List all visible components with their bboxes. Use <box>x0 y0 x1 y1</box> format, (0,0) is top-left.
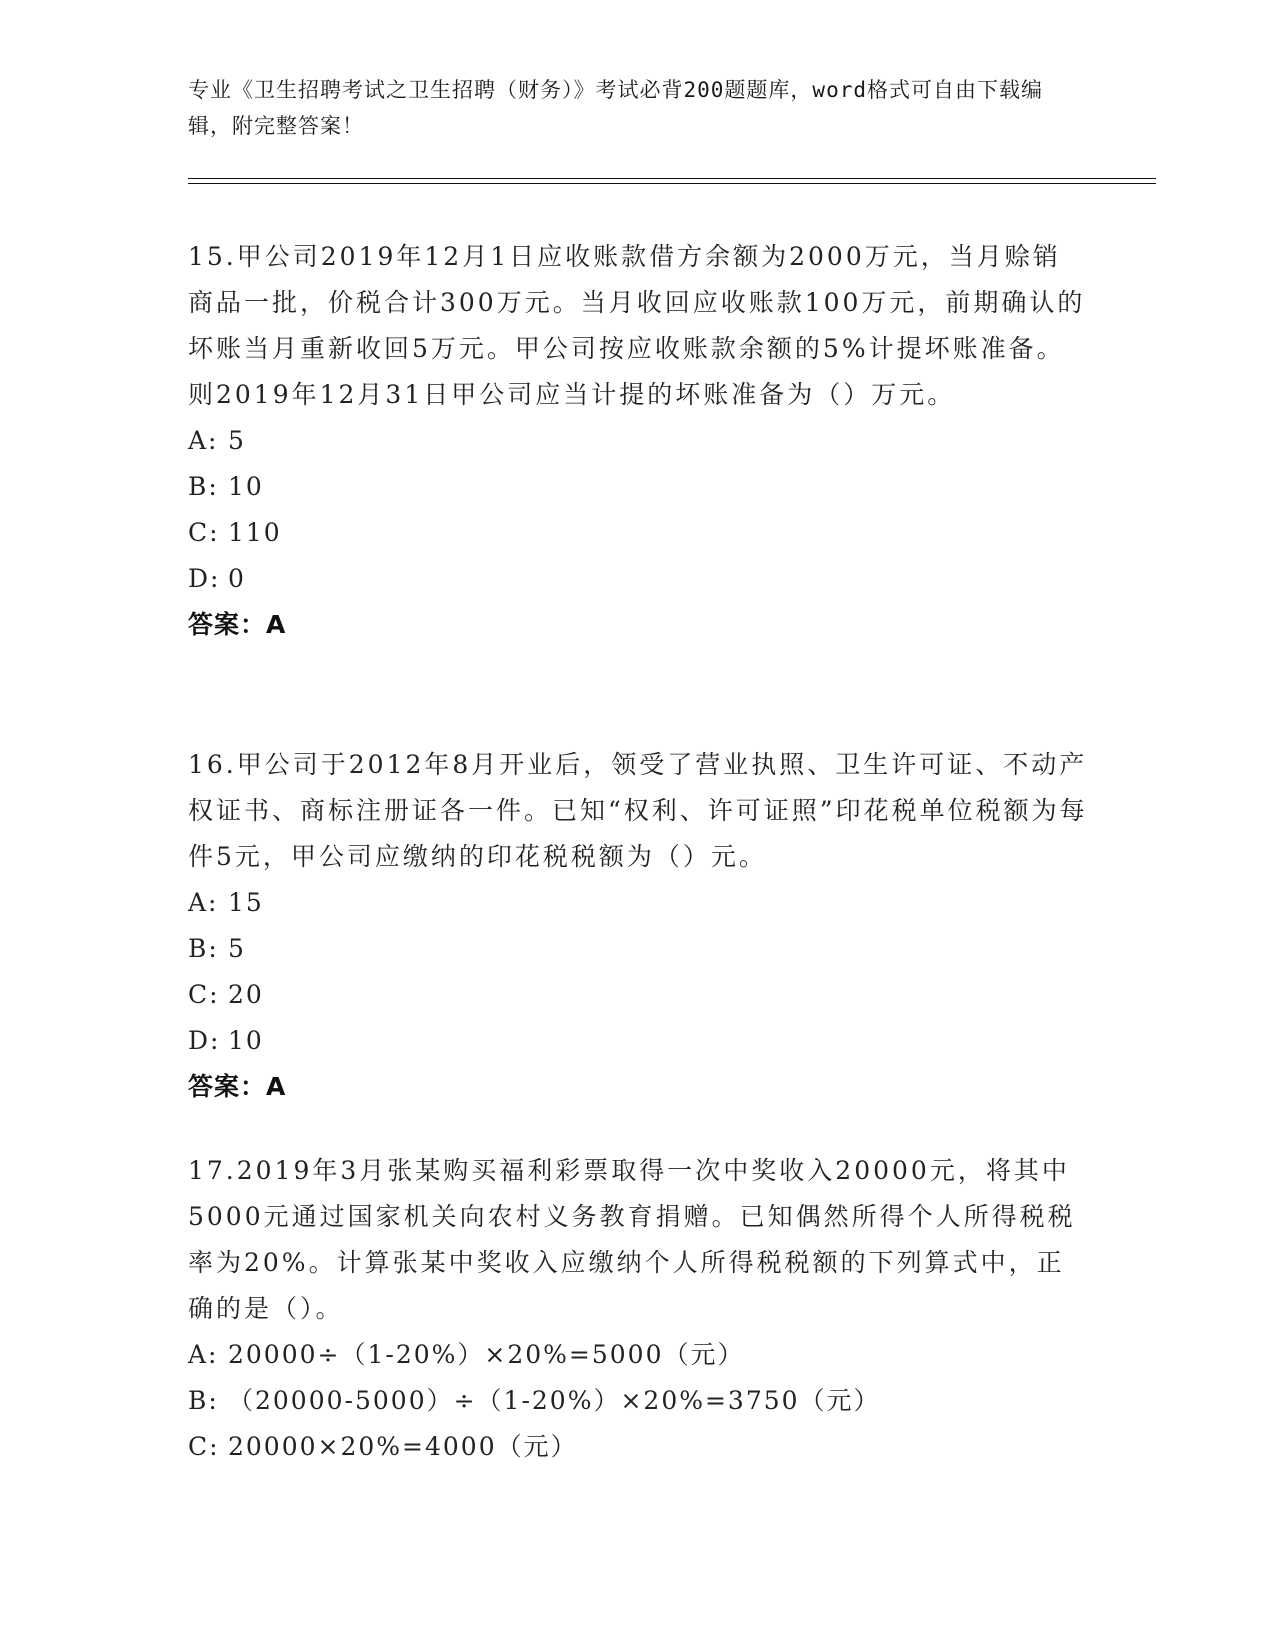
option-text: 15 <box>228 888 264 917</box>
header-text: 专业《卫生招聘考试之卫生招聘（财务）》考试必背200题题库，word格式可自由下载编辑，附完整答案！ <box>188 78 1043 138</box>
option-letter: A: <box>188 426 219 455</box>
option-a <box>188 880 1088 926</box>
option-letter: B: <box>188 1386 219 1415</box>
option-b <box>188 1378 1088 1424</box>
option-letter: C: <box>188 980 220 1009</box>
option-c <box>188 510 1088 556</box>
option-a <box>188 1332 1088 1378</box>
option-text: （20000-5000）÷（1-20%）×20%=3750（元） <box>228 1386 881 1415</box>
question-stem: 15.甲公司2019年12月1日应收账款借方余额为2000万元，当月赊销商品一批，价税合计300万元。当月收回应收账款100万元，前期确认的坏账当月重新收回5万元。甲公司按应收账款余额的5%计提坏账准备。则2019年12月31日甲公司应当计提的坏账准备为（）万元。 <box>188 242 1086 409</box>
option-letter: B: <box>188 934 219 963</box>
header-divider-top <box>188 178 1156 179</box>
option-text: 5 <box>228 934 246 963</box>
question-17 <box>188 1148 1088 1470</box>
option-letter: B: <box>188 472 219 501</box>
option-b <box>188 464 1088 510</box>
question-15 <box>188 234 1088 648</box>
option-letter: D: <box>188 1026 221 1055</box>
option-text: 10 <box>228 472 264 501</box>
option-text: 20000÷（1-20%）×20%=5000（元） <box>228 1340 745 1369</box>
document-header <box>188 72 1068 144</box>
option-d <box>188 1018 1088 1064</box>
option-b <box>188 926 1088 972</box>
answer-line: 答案：A <box>188 1072 287 1101</box>
option-letter: C: <box>188 518 220 547</box>
question-16 <box>188 742 1088 1110</box>
header-divider-bottom <box>188 183 1156 184</box>
option-letter: A: <box>188 888 219 917</box>
option-d <box>188 556 1088 602</box>
option-letter: A: <box>188 1340 219 1369</box>
question-stem: 17.2019年3月张某购买福利彩票取得一次中奖收入20000元，将其中5000元通过国家机关向农村义务教育捐赠。已知偶然所得个人所得税税率为20%。计算张某中奖收入应缴纳个人所得税税额的下列算式中，正确的是（）。 <box>188 1156 1076 1323</box>
option-a <box>188 418 1088 464</box>
option-letter: C: <box>188 1432 220 1461</box>
option-text: 110 <box>228 518 282 547</box>
option-letter: D: <box>188 564 221 593</box>
option-text: 10 <box>228 1026 264 1055</box>
option-text: 0 <box>228 564 246 593</box>
question-stem: 16.甲公司于2012年8月开业后，领受了营业执照、卫生许可证、不动产权证书、商标注册证各一件。已知“权利、许可证照”印花税单位税额为每件5元，甲公司应缴纳的印花税税额为（）元。 <box>188 750 1088 871</box>
option-text: 20 <box>228 980 264 1009</box>
option-c <box>188 972 1088 1018</box>
option-c <box>188 1424 1088 1470</box>
answer-line: 答案：A <box>188 610 287 639</box>
option-text: 5 <box>228 426 246 455</box>
option-text: 20000×20%=4000（元） <box>228 1432 578 1461</box>
